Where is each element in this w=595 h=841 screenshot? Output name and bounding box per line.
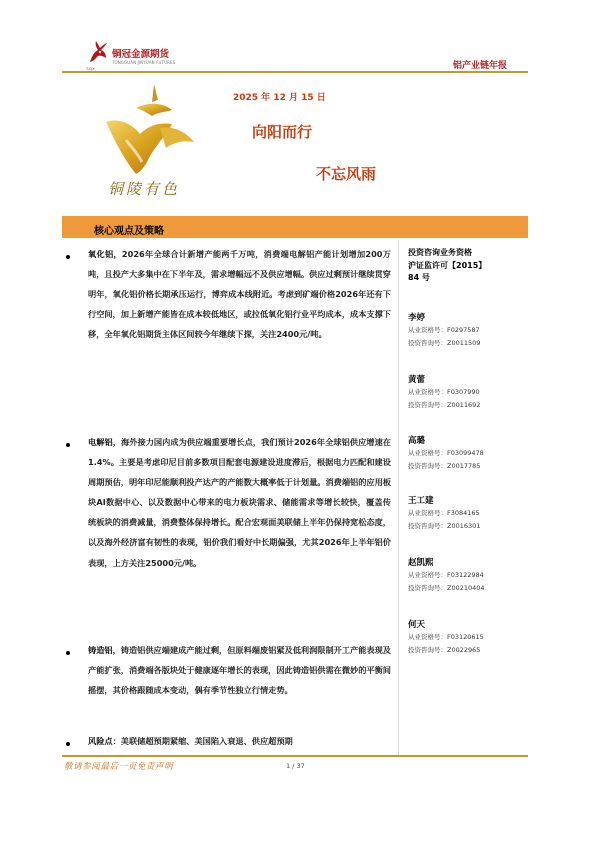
company-logo — [86, 40, 186, 74]
analyst-name: 赵凯熙 — [408, 558, 434, 568]
paragraph-key: 铸造铝， — [88, 645, 121, 655]
qualification-line: 84 号 — [408, 273, 430, 282]
consult-license: 投资咨询号：Z0017785 — [408, 462, 481, 470]
brand-calligraphy: 铜陵有色 — [108, 180, 181, 198]
practice-license: 从业资格号：F03120615 — [408, 633, 484, 641]
paragraph-cast-aluminum — [88, 640, 391, 700]
analyst-card — [408, 495, 528, 533]
report-type: 铝产业链年报 — [452, 61, 507, 71]
report-title-line1: 向阳而行 — [252, 123, 313, 141]
logo-tag: T.GJY — [86, 67, 95, 71]
practice-license: 从业资格号：F03099478 — [408, 449, 484, 457]
company-name-en: TONGGUAN JINYUAN FUTURES — [112, 60, 176, 65]
analyst-card — [408, 312, 528, 350]
analyst-card — [408, 557, 528, 595]
paragraph-text: 铸造铝供应端建成产能过剩，但原料端废铝紧及低利润限制开工产能表现及产能扩张，消费端各版块处于健康逐年增长的表现，因此铸造铝供需在微妙的平衡间摇摆，其价格跟随成本变动，偶有季节性独立行情走势。 — [88, 645, 391, 696]
paragraph-electrolytic-aluminum — [88, 432, 391, 573]
qualification-line: 投资咨询业务资格 — [408, 248, 472, 257]
paragraph-key: 氧化铝， — [88, 249, 122, 259]
consult-license: 投资咨询号：Z00210404 — [408, 584, 485, 592]
paragraph-text: 美联储超预期紧缩、美国陷入衰退、供应超预期 — [120, 736, 293, 746]
consult-license: 投资咨询号：Z0016301 — [408, 522, 481, 530]
analyst-name: 黄蕾 — [408, 375, 426, 385]
paragraph-key: 风险点： — [88, 736, 121, 746]
practice-license: 从业资格号：F3084165 — [408, 509, 480, 517]
practice-license: 从业资格号：F0307990 — [408, 388, 480, 396]
report-date: 2025 年 12 月 15 日 — [233, 93, 326, 103]
consult-license: 投资咨询号：Z0022965 — [408, 646, 481, 654]
analyst-name: 李婷 — [408, 313, 426, 323]
paragraph-alumina — [88, 244, 391, 344]
bullet-icon — [66, 742, 70, 746]
analyst-name: 王工建 — [408, 496, 434, 506]
qualification-line: 沪证监许可【2015】 — [408, 260, 487, 270]
practice-license: 从业资格号：F03122984 — [408, 571, 484, 579]
consult-license: 投资咨询号：Z0011509 — [408, 339, 481, 347]
bullet-icon — [66, 255, 70, 259]
report-title-line2: 不忘风雨 — [316, 165, 377, 183]
disclaimer-note: 敬请参阅最后一页免责声明 — [64, 762, 174, 772]
qualification-block — [408, 247, 528, 285]
footer-divider — [62, 755, 528, 757]
consult-license: 投资咨询号：Z0011692 — [408, 401, 481, 409]
deer-emblem-icon — [86, 40, 110, 66]
bullet-icon — [66, 651, 70, 655]
paragraph-text: 海外接力国内成为供应端重要增长点，我们预计2026年全球铝供应增速在1.4%。主要是考虑印尼目前多数项目配套电源建设进度滞后，根据电力匹配和建设周期预估，明年印尼能顺利投产达产的产能数大概率低于计划量。消费端铝的应用板块AI数据中心、以及数据中心带来的电力板块需求、储能需求等增长较快，覆盖传统板块的消费减量，消费整体保持增长。配合宏观面美联储上半年仍保持宽松态度，以及海外经济富有韧性的表现，铝价我们看好中长期偏强，尤其2026年上半年铝价表现，上方关注25000元/吨。 — [88, 437, 391, 568]
paragraph-text: 2026年全球合计新增产能两千万吨，消费端电解铝产能计划增加200万吨，且投产大多集中在下半年及，需求增幅远不及供应增幅。供应过剩预计继续贯穿明年，氧化铝价格长期承压运行，博弈成本线附近。考虑到矿端价格2026年还有下行空间，加上新增产能皆在成本较低地区，或拉低氧化铝行业平均成本，成本支撑下移，全年氧化铝期货主体区间较今年继续下探，关注2400元/吨。 — [88, 249, 391, 340]
analyst-name: 高璐 — [408, 436, 426, 446]
page-number: 1 / 37 — [286, 762, 305, 770]
bullet-icon — [66, 443, 70, 447]
analyst-card — [408, 374, 528, 412]
company-name: 铜冠金源期货 — [112, 49, 170, 60]
analyst-name: 何天 — [408, 620, 426, 630]
column-divider — [398, 240, 399, 756]
practice-license: 从业资格号：F0297587 — [408, 326, 480, 334]
header-divider — [62, 71, 528, 73]
analyst-card — [408, 435, 528, 473]
section-title: 核心观点及策略 — [94, 226, 164, 237]
analyst-card — [408, 619, 528, 657]
paragraph-risk — [88, 731, 391, 751]
paragraph-key: 电解铝， — [88, 437, 121, 447]
